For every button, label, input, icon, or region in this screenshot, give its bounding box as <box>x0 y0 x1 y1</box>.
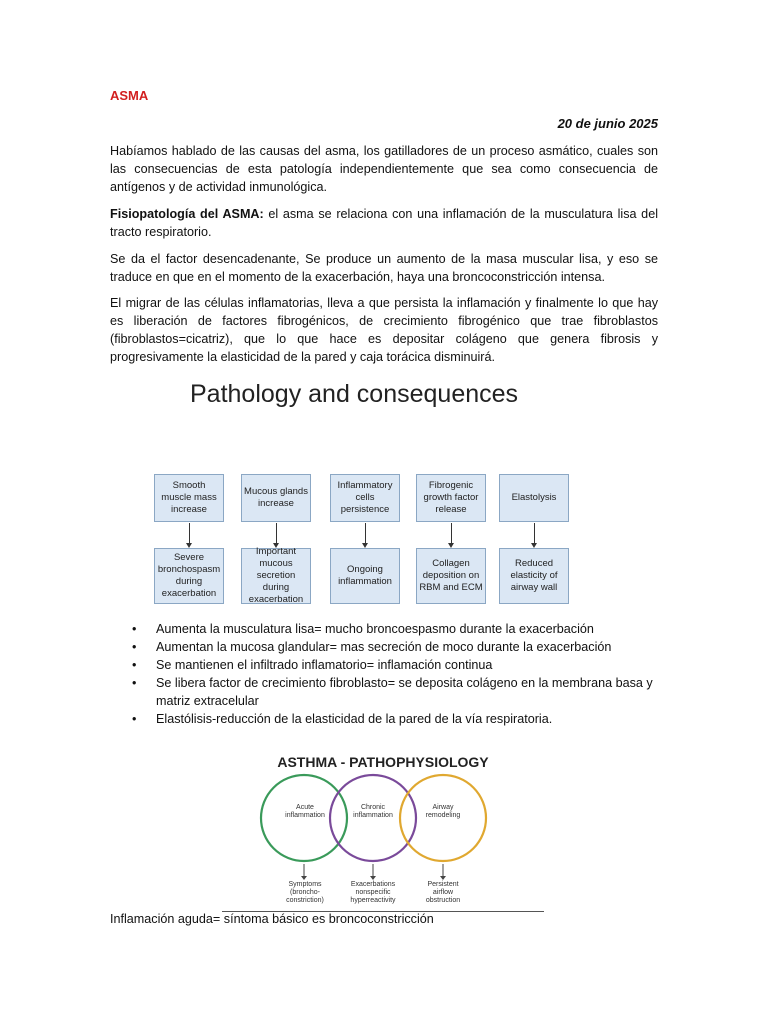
paragraph-inflammation: El migrar de las células inflamatorias, lleva a que persista la inflamación y finalmente lo que hay es liberación de factores fibrogénicos, de crecimiento fibrogénico que trae fibroblastos (fibroblastos=cicatriz), que lo que hace es depositar colágeno que genera fibrosis y progresivamente la elasticidad de la pared y caja torácica disminuirá. <box>110 296 658 364</box>
pathology-box-bottom: Collagen deposition on RBM and ECM <box>416 548 486 604</box>
pathology-box-bottom: Important mucous secretion during exacerbation <box>241 548 311 604</box>
bullet-item: • Se libera factor de crecimiento fibroblasto= se deposita colágeno en la membrana basa y matriz extracelular <box>130 674 658 710</box>
bullet-item: • Aumentan la mucosa glandular= mas secreción de moco durante la exacerbación <box>130 638 658 656</box>
pathology-box-top: Inflammatory cells persistence <box>330 474 400 522</box>
circle-label: Chronic inflammation <box>353 804 393 819</box>
pathophysiology-figure <box>222 746 544 912</box>
circle-label: Airway remodeling <box>425 804 461 819</box>
document-title: ASMA <box>110 88 149 103</box>
pathology-box-bottom: Severe bronchospasm during exacerbation <box>154 548 224 604</box>
bullet-item: • Aumenta la musculatura lisa= mucho broncoespasmo durante la exacerbación <box>130 620 658 638</box>
bullet-item: • Elastólisis-reducción de la elasticidad de la pared de la vía respiratoria. <box>130 710 658 728</box>
arrow-head-icon <box>301 876 307 880</box>
outcome-label: Exacerbations nonspecific hyperreactivity <box>350 881 396 904</box>
paragraph-trigger: Se da el factor desencadenante, Se produce un aumento de la masa muscular lisa, y eso se traduce en que en el momento de la exacerbación, haya una broncoconstricción intensa. <box>110 252 658 284</box>
pathology-figure <box>150 376 620 612</box>
arrow-head-icon <box>440 876 446 880</box>
outcome-label: Persistent airflow obstruction <box>425 881 461 904</box>
down-arrow-icon <box>534 523 535 545</box>
down-arrow-icon <box>451 523 452 545</box>
pathology-box-top: Smooth muscle mass increase <box>154 474 224 522</box>
pathology-figure-title: Pathology and consequences <box>190 380 519 408</box>
outcome-label: Symptoms (broncho- constriction) <box>286 881 324 904</box>
arrow-head-icon <box>370 876 376 880</box>
figure-caption: Inflamación aguda= síntoma básico es broncoconstricción <box>110 912 434 926</box>
down-arrow-icon <box>365 523 366 545</box>
paragraph-fisiopatologia <box>110 205 658 241</box>
paragraph-label: Fisiopatología del ASMA: <box>110 207 264 221</box>
circle-label: Acute inflammation <box>285 804 325 819</box>
document-date: 20 de junio 2025 <box>557 116 658 131</box>
pathology-box-top: Elastolysis <box>499 474 569 522</box>
down-arrow-icon <box>276 523 277 545</box>
pathology-box-bottom: Ongoing inflammation <box>330 548 400 604</box>
bullet-item: • Se mantienen el infiltrado inflamatorio= inflamación continua <box>130 656 658 674</box>
pathology-box-top: Fibrogenic growth factor release <box>416 474 486 522</box>
pathology-box-top: Mucous glands increase <box>241 474 311 522</box>
pathophysiology-figure-title: ASTHMA - PATHOPHYSIOLOGY <box>277 754 489 770</box>
pathology-box-bottom: Reduced elasticity of airway wall <box>499 548 569 604</box>
paragraph-text: el asma se relaciona con una inflamación de la musculatura lisa del tracto respiratorio. <box>110 207 658 239</box>
bullet-list <box>130 620 658 728</box>
down-arrow-icon <box>189 523 190 545</box>
paragraph-intro: Habíamos hablado de las causas del asma, los gatilladores de un proceso asmático, cuales son las consecuencias de esta patología independientemente que sea como consecuencia de antígenos y de actividad inmunológica. <box>110 144 658 194</box>
